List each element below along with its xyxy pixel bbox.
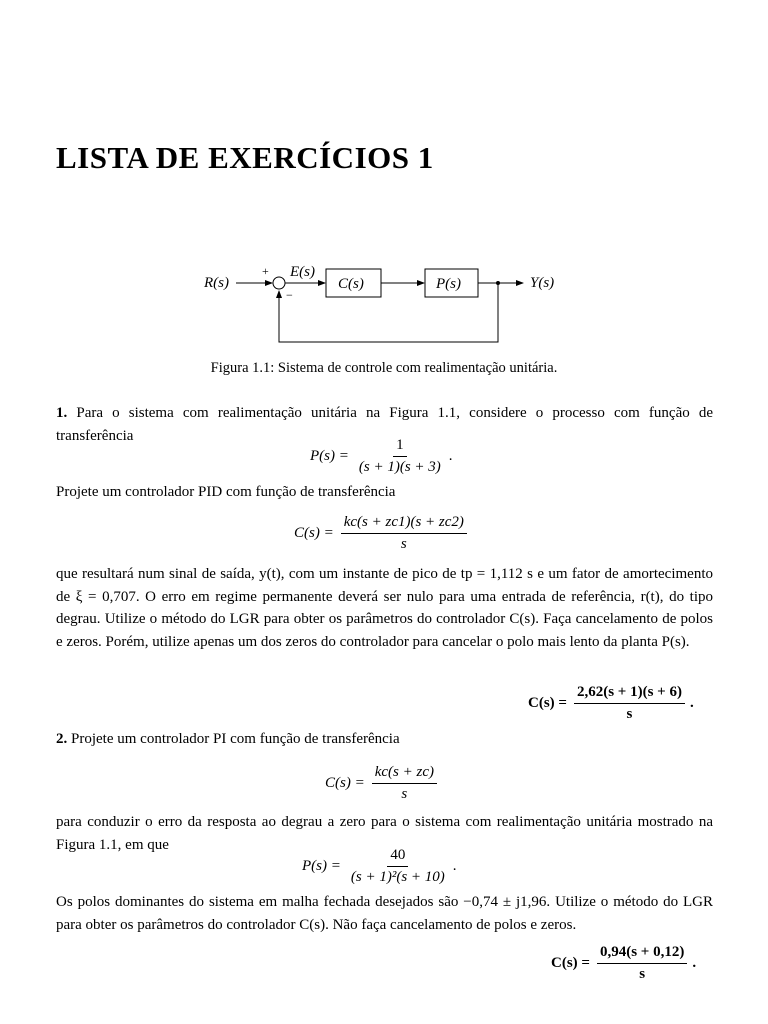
answer-denominator: s [626,706,633,722]
exercise-1-number: 1. [56,405,68,421]
exercise-2-body: Os polos dominantes do sistema em malha fechada desejados são −0,74 ± j1,96. Utilize o método do LGR para obter os parâmetros do controlador C(s). Não faça cancelamento de polos e zeros. [56,894,713,933]
exercise-1-intro-text: Para o sistema com realimentação unitária na Figura 1.1, considere o processo com função de transferência [56,405,714,444]
exercise-2-intro-text: Projete um controlador PI com função de transferência [71,731,400,747]
equation-numerator: kc(s + zc1)(s + zc2) [341,514,467,534]
equation-denominator: (s + 1)(s + 3) [358,459,441,475]
exercise-1-body: que resultará num sinal de saída, y(t), com um instante de pico de tp = 1,112 s e um fator de amortecimento de ξ = 0,707. O erro em regime permanente deverá ser nulo para uma entrada de referência, r(t), do tipo degrau. Utilize o método do LGR para obter os parâmetros do controlador C(s). Faça cancelamento de polos e zeros. Porém, utilize apenas um dos zeros do controlador para cancelar o polo mais lento da planta P(s). [56,566,713,650]
exercise-2-plant-equation: P(s) = $\frac{40}{\text{(s + 1)²(s + 10)}}$ . [302,847,457,885]
figure-caption: Figura 1.1: Sistema de controle com realimentação unitária. [210,360,558,376]
output-label: Y(s) [530,275,555,291]
summing-junction [273,277,285,289]
equation-lhs: P(s) = [310,448,349,464]
page-title: LISTA DE EXERCÍCIOS 1 [56,140,434,175]
input-label: R(s) [204,275,229,291]
answer-lhs: C(s) = [528,695,567,711]
controller-label: C(s) [338,276,364,292]
exercise-1-mid-text: Projete um controlador PID com função de transferência [56,484,396,500]
equation-numerator: 40 [387,847,408,867]
equation-lhs: C(s) = [294,525,334,541]
answer-numerator: 2,62(s + 1)(s + 6) [574,684,685,704]
block-diagram [180,258,580,348]
exercise-1-plant-equation: P(s) = $\frac{1}{(s + 1)(s + 3)}$ . [310,437,453,475]
exercise-2-mid-text: para conduzir o erro da resposta ao degrau a zero para o sistema com realimentação unitária mostrado na Figura 1.1, em que [56,814,713,853]
equation-denominator: s [401,786,408,802]
equation-denominator: s [400,536,407,552]
exercise-1-controller-equation [294,514,470,553]
exercise-2-controller-equation [325,764,440,803]
equation-numerator: 1 [393,437,407,457]
exercise-2-intro [56,728,713,751]
equation-lhs: P(s) = [302,858,341,874]
minus-sign: − [286,288,293,302]
plant-label: P(s) [436,276,461,292]
answer-denominator: s [639,966,646,982]
equation-numerator: kc(s + zc) [372,764,437,784]
answer-lhs: C(s) = [551,955,590,971]
exercise-2-answer: C(s) = $\frac{0,94(s + 0,12)}{s}$ . [551,944,697,982]
feedback-path [279,283,498,342]
exercise-1-answer: C(s) = $\frac{2,62(s + 1)(s + 6)}{s}$ . [528,684,694,722]
error-label: E(s) [290,264,315,280]
equation-lhs: C(s) = [325,775,365,791]
exercise-2-number: 2. [56,731,68,747]
answer-numerator: 0,94(s + 0,12) [597,944,687,964]
plus-sign: + [262,264,269,278]
equation-denominator: (s + 1)²(s + 10) [350,869,445,885]
